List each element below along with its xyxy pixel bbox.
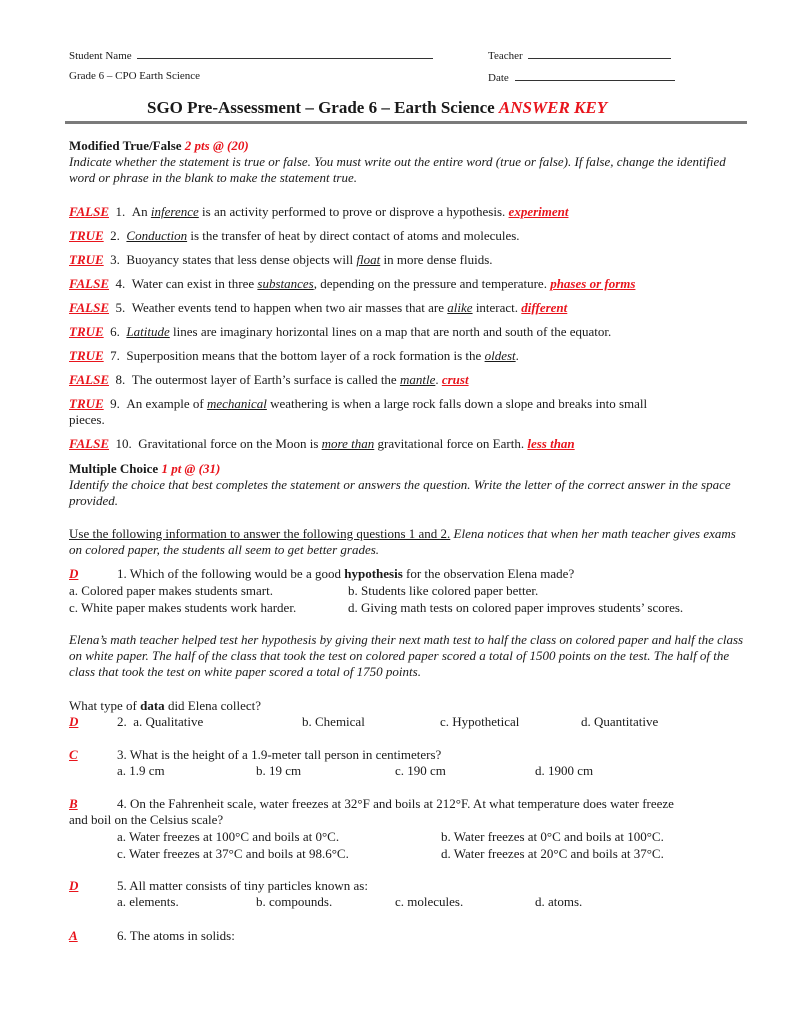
tf-item-9-continuation: pieces. [69, 412, 105, 427]
mc-q2-choice-b: b. Chemical [302, 714, 365, 729]
tf-text-post: weathering is when a large rock falls down a slope and breaks into small [266, 396, 648, 411]
tf-answer: TRUE [69, 228, 104, 243]
date-row [488, 70, 675, 84]
tf-number: 7. [110, 348, 120, 363]
tf-text-pre: An [131, 204, 151, 219]
tf-answer: FALSE [69, 300, 109, 315]
mc-q6-stem: 6. The atoms in solids: [117, 928, 235, 943]
mc-scenario: Elena’s math teacher helped test her hypothesis by giving their next math test to half the class on colored paper and half the class on white paper. The half of the class that took the test on colored paper scored a total of 1500 points on the test. The half of the class that took the test on white paper scored a total of 1750 points. [69, 632, 744, 679]
teacher-label: Teacher [488, 50, 523, 62]
title-divider [65, 121, 747, 124]
mc-q1-choice-a: a. Colored paper makes students smart. [69, 583, 273, 598]
prompt-text: What type of [69, 698, 141, 713]
mc-q3-choice-b: b. 19 cm [256, 763, 302, 778]
prompt-text-end: did Elena collect? [164, 698, 262, 713]
mc-info-underlined: Use the following information to answer the following questions 1 and 2. [69, 526, 451, 541]
mc-q4-choice-a: a. Water freezes at 100°C and boils at 0°C. [117, 829, 340, 844]
date-blank[interactable] [515, 70, 675, 81]
tf-number: 6. [110, 324, 120, 339]
tf-text-pre: The outermost layer of Earth’s surface is called the [131, 372, 400, 387]
mc-q2-choice-d: d. Quantitative [581, 714, 659, 729]
student-name-label: Student Name [69, 50, 132, 62]
tf-heading [69, 138, 249, 154]
page-title [147, 98, 607, 118]
stem-bold: hypothesis [344, 566, 403, 581]
tf-identified-term: Latitude [126, 324, 170, 339]
tf-item-2 [69, 228, 520, 244]
mc-heading-text: Multiple Choice [69, 461, 162, 476]
tf-heading-text: Modified True/False [69, 138, 185, 153]
tf-item-4 [69, 276, 635, 292]
tf-text-post: in more dense fluids. [380, 252, 493, 267]
tf-number: 5. [115, 300, 126, 315]
mc-q1-answer [69, 566, 78, 582]
mc-q2-choice-c: c. Hypothetical [440, 714, 520, 729]
tf-number: 8. [115, 372, 126, 387]
tf-text-pre: An example of [126, 396, 207, 411]
answer-key-label: ANSWER KEY [498, 98, 608, 117]
tf-correction: different [521, 300, 568, 315]
tf-answer: FALSE [69, 436, 109, 451]
tf-number: 10. [115, 436, 132, 451]
mc-q3-choice-c: c. 190 cm [395, 763, 446, 778]
mc-q2-answer [69, 714, 78, 730]
mc-q1-choice-c: c. White paper makes students work harder. [69, 600, 297, 615]
mc-q3-answer [69, 747, 78, 763]
tf-item-6 [69, 324, 611, 340]
tf-item-10 [69, 436, 575, 452]
tf-number: 2. [110, 228, 120, 243]
tf-item-3 [69, 252, 493, 268]
tf-text-post: , depending on the pressure and temperature. [313, 276, 551, 291]
tf-identified-term: substances [257, 276, 314, 291]
mc-data-prompt [69, 698, 261, 714]
mc-instructions: Identify the choice that best completes the statement or answers the question. Write the letter of the correct answer in the space provided. [69, 477, 731, 508]
tf-number: 3. [110, 252, 120, 267]
tf-item-1 [69, 204, 568, 220]
mc-q3-choice-d: d. 1900 cm [535, 763, 594, 778]
tf-identified-term: alike [447, 300, 473, 315]
mc-q4-choice-d: d. Water freezes at 20°C and boils at 37°C. [441, 846, 664, 861]
tf-text-post: is the transfer of heat by direct contact of atoms and molecules. [187, 228, 520, 243]
tf-correction: phases or forms [550, 276, 636, 291]
tf-item-7 [69, 348, 519, 364]
tf-text-post: . [515, 348, 519, 363]
mc-info-italic: Elena notices that when her math teacher gives exams on colored paper, the students all seem to get better grades. [69, 526, 736, 557]
tf-correction: less than [527, 436, 575, 451]
answer-letter: B [69, 796, 78, 811]
mc-q4-answer [69, 796, 78, 812]
mc-info [69, 526, 749, 558]
answer-letter: A [69, 928, 78, 943]
mc-q5-answer [69, 878, 78, 894]
mc-q5-choice-b: b. compounds. [256, 894, 333, 909]
tf-item-8 [69, 372, 469, 388]
mc-q4-stem: 4. On the Fahrenheit scale, water freezes at 32°F and boils at 212°F. At what temperature does water freeze [117, 796, 674, 811]
mc-points: 1 pt @ (31) [161, 461, 221, 476]
choice-text: a. Qualitative [133, 714, 204, 729]
mc-q5-choice-c: c. molecules. [395, 894, 464, 909]
tf-number: 4. [115, 276, 126, 291]
mc-q1-stem [117, 566, 574, 582]
mc-q1-choice-d: d. Giving math tests on colored paper improves students’ scores. [348, 600, 684, 615]
date-label: Date [488, 72, 509, 84]
tf-answer: FALSE [69, 372, 109, 387]
tf-identified-term: mantle [399, 372, 436, 387]
tf-answer: TRUE [69, 348, 104, 363]
tf-text-pre: Buoyancy states that less dense objects will [126, 252, 357, 267]
student-name-row [69, 48, 433, 62]
tf-instructions: Indicate whether the statement is true or false. You must write out the entire word (true or false). If false, change the identified word or phrase in the blank to make the statement true. [69, 154, 726, 185]
answer-letter: D [69, 714, 79, 729]
mc-q5-choice-d: d. atoms. [535, 894, 583, 909]
student-name-blank[interactable] [137, 48, 433, 59]
tf-text-pre: Weather events tend to happen when two air masses that are [131, 300, 448, 315]
tf-text-post: interact. [472, 300, 522, 315]
tf-answer: FALSE [69, 204, 109, 219]
mc-q1-choice-b: b. Students like colored paper better. [348, 583, 539, 598]
tf-answer: TRUE [69, 396, 104, 411]
prompt-bold: data [140, 698, 165, 713]
course-label: Grade 6 – CPO Earth Science [69, 70, 201, 82]
title-main: SGO Pre-Assessment – Grade 6 – Earth Science [147, 98, 499, 117]
teacher-row [488, 48, 671, 62]
tf-text-post: gravitational force on Earth. [374, 436, 528, 451]
tf-text-pre: Superposition means that the bottom layer of a rock formation is the [126, 348, 485, 363]
tf-text-post: lines are imaginary horizontal lines on a map that are north and south of the equator. [169, 324, 612, 339]
mc-q2-choice-a [117, 714, 203, 730]
tf-text-pre: Water can exist in three [131, 276, 258, 291]
mc-q3-choice-a: a. 1.9 cm [117, 763, 165, 778]
tf-points: 2 pts @ (20) [184, 138, 249, 153]
tf-answer: TRUE [69, 252, 104, 267]
tf-item-9 [69, 396, 647, 412]
tf-identified-term: float [356, 252, 381, 267]
stem-text-end: for the observation Elena made? [402, 566, 575, 581]
answer-letter: C [69, 747, 78, 762]
tf-identified-term: more than [321, 436, 375, 451]
mc-q5-choice-a: a. elements. [117, 894, 179, 909]
answer-letter: D [69, 878, 79, 893]
tf-number: 1. [115, 204, 126, 219]
mc-q4-choice-c: c. Water freezes at 37°C and boils at 98.6°C. [117, 846, 349, 861]
mc-q4-choice-b: b. Water freezes at 0°C and boils at 100°C. [441, 829, 664, 844]
answer-letter: D [69, 566, 79, 581]
tf-identified-term: mechanical [206, 396, 267, 411]
tf-correction: crust [441, 372, 469, 387]
stem-text: 1. Which of the following would be a good [117, 566, 345, 581]
mc-q5-stem: 5. All matter consists of tiny particles known as: [117, 878, 368, 893]
tf-text-pre: Gravitational force on the Moon is [138, 436, 322, 451]
tf-item-5 [69, 300, 567, 316]
tf-correction: experiment [508, 204, 569, 219]
mc-q4-stem-cont: and boil on the Celsius scale? [69, 812, 224, 827]
tf-text-post: is an activity performed to prove or disprove a hypothesis. [198, 204, 509, 219]
mc-q3-stem: 3. What is the height of a 1.9-meter tall person in centimeters? [117, 747, 442, 762]
tf-identified-term: Conduction [126, 228, 188, 243]
tf-answer: FALSE [69, 276, 109, 291]
tf-identified-term: inference [150, 204, 199, 219]
tf-identified-term: oldest [484, 348, 516, 363]
teacher-blank[interactable] [528, 48, 671, 59]
tf-number: 9. [110, 396, 120, 411]
mc-q6-answer [69, 928, 78, 944]
q-num: 2. [117, 714, 127, 729]
mc-heading [69, 461, 220, 477]
tf-answer: TRUE [69, 324, 104, 339]
tf-text-post: . [435, 372, 442, 387]
